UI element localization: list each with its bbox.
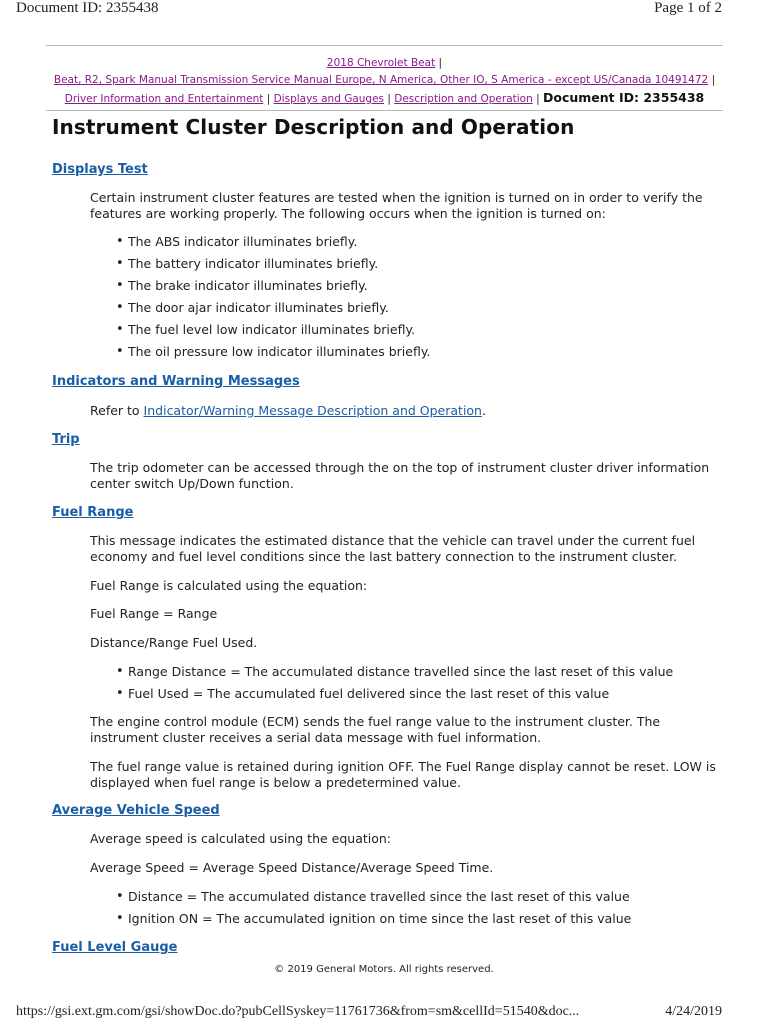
breadcrumb-doctype-link[interactable]: Description and Operation	[394, 93, 533, 105]
breadcrumb-vehicle-link[interactable]: 2018 Chevrolet Beat	[326, 57, 436, 69]
list-item: • Ignition ON = The accumulated ignition on time since the last reset of this value	[108, 911, 728, 927]
indicators-paragraph	[90, 403, 730, 419]
breadcrumb-separator: |	[438, 57, 443, 69]
trip-paragraph: The trip odometer can be accessed through the on the top of instrument cluster driver information center switch Up/Down function.	[90, 460, 710, 491]
fuel-range-equation-continued: Distance/Range Fuel Used.	[90, 635, 258, 650]
indicator-warning-message-link[interactable]: Indicator/Warning Message Description and Operation	[143, 403, 482, 418]
print-page-number: Page 1 of 2	[654, 0, 722, 16]
breadcrumb-separator: |	[536, 93, 540, 105]
list-item: • Range Distance = The accumulated distance travelled since the last reset of this value	[108, 664, 728, 680]
breadcrumb	[46, 55, 723, 108]
list-item: • The ABS indicator illuminates briefly.	[108, 234, 728, 250]
section-heading-fuel-level-gauge[interactable]: Fuel Level Gauge	[52, 940, 178, 955]
fuel-range-paragraph-6: The fuel range value is retained during ignition OFF. The Fuel Range display cannot be reset. LOW is displayed when fuel range is below a predetermined value.	[90, 759, 716, 790]
print-url: https://gsi.ext.gm.com/gsi/showDoc.do?pubCellSyskey=11761736&from=sm&cellId=51540&doc...	[16, 1004, 580, 1019]
average-speed-paragraph-1: Average speed is calculated using the equation:	[90, 831, 392, 846]
list-item: • The brake indicator illuminates briefly.	[108, 278, 728, 294]
displays-test-intro: Certain instrument cluster features are tested when the ignition is turned on in order to verify the features are working properly. The following occurs when the ignition is turned on:	[90, 190, 703, 221]
indicators-text-after: .	[481, 403, 486, 418]
list-item: • Distance = The accumulated distance travelled since the last reset of this value	[108, 889, 728, 905]
displays-test-list	[108, 234, 728, 360]
fuel-range-paragraph-2: Fuel Range is calculated using the equation:	[90, 578, 368, 593]
breadcrumb-separator: |	[387, 93, 391, 105]
page-title: Instrument Cluster Description and Operation	[52, 115, 575, 139]
fuel-range-list	[108, 664, 728, 702]
fuel-range-paragraph-5: The engine control module (ECM) sends the fuel range value to the instrument cluster. The instrument cluster receives a serial data message with fuel information.	[90, 714, 661, 745]
breadcrumb-separator: |	[266, 93, 271, 105]
breadcrumb-category-link[interactable]: Driver Information and Entertainment	[64, 93, 264, 105]
breadcrumb-subcategory-link[interactable]: Displays and Gauges	[273, 93, 385, 105]
print-date: 4/24/2019	[665, 1004, 722, 1019]
average-speed-equation: Average Speed = Average Speed Distance/Average Speed Time.	[90, 860, 494, 875]
top-divider	[46, 45, 723, 46]
section-heading-indicators[interactable]: Indicators and Warning Messages	[52, 374, 300, 389]
section-heading-fuel-range[interactable]: Fuel Range	[52, 505, 134, 520]
breadcrumb-document-id: Document ID: 2355438	[542, 90, 705, 105]
list-item: • The battery indicator illuminates briefly.	[108, 256, 728, 272]
list-item: • The door ajar indicator illuminates briefly.	[108, 300, 728, 316]
breadcrumb-separator: |	[711, 74, 716, 86]
section-heading-displays-test[interactable]: Displays Test	[52, 162, 148, 177]
fuel-range-paragraph-1: This message indicates the estimated distance that the vehicle can travel under the current fuel economy and fuel level conditions since the last battery connection to the instrument cluster.	[90, 533, 696, 564]
list-item: • The oil pressure low indicator illuminates briefly.	[108, 344, 728, 360]
list-item: • Fuel Used = The accumulated fuel delivered since the last reset of this value	[108, 686, 728, 702]
copyright-notice: © 2019 General Motors. All rights reserved.	[274, 964, 494, 975]
title-divider	[46, 110, 723, 111]
breadcrumb-manual-link[interactable]: Beat, R2, Spark Manual Transmission Service Manual Europe, N America, Other IO, S America - except US/Canada 10491472	[53, 74, 709, 86]
average-speed-list	[108, 889, 728, 927]
print-document-id: Document ID: 2355438	[16, 0, 159, 16]
list-item: • The fuel level low indicator illuminates briefly.	[108, 322, 728, 338]
section-heading-average-speed[interactable]: Average Vehicle Speed	[52, 803, 220, 818]
section-heading-trip[interactable]: Trip	[52, 432, 80, 447]
print-header	[0, 0, 768, 20]
indicators-text-before: Refer to	[90, 403, 144, 418]
fuel-range-equation: Fuel Range = Range	[90, 606, 218, 621]
